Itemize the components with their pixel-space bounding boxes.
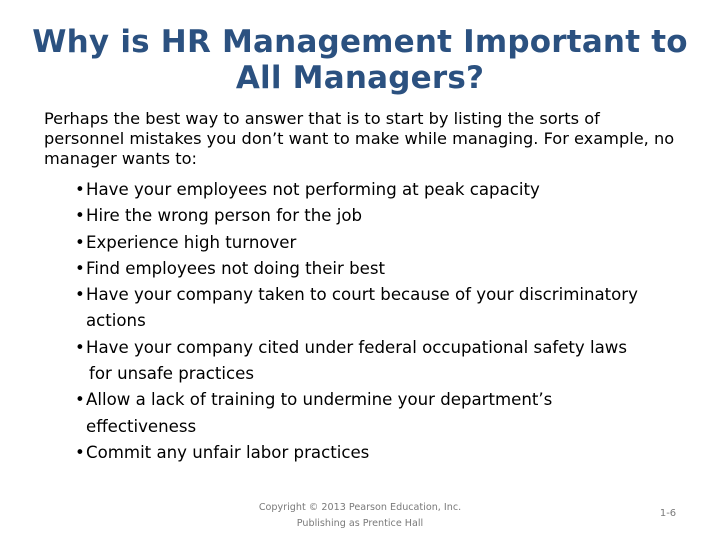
copyright-footer <box>240 500 480 532</box>
copyright-line-1: Copyright © 2013 Pearson Education, Inc. <box>258 502 462 513</box>
bullet-item <box>75 387 695 440</box>
bullet-marker: • <box>75 442 85 462</box>
bullet-text-continuation: for unsafe practices <box>89 364 255 384</box>
bullet-marker: • <box>75 180 85 199</box>
bullet-text: Have your employees not performing at peak capacity <box>86 180 540 199</box>
bullet-item <box>75 440 695 466</box>
bullet-marker: • <box>75 232 85 252</box>
intro-paragraph: Perhaps the best way to answer that is to start by listing the sorts of personnel mistakes you don’t want to make while managing. For example, no manager wants to: <box>44 109 675 168</box>
bullet-text: Have your company taken to court because of your discriminatory <box>86 285 638 305</box>
bullet-item <box>75 177 695 203</box>
bullet-item <box>75 335 695 388</box>
bullet-text: Experience high turnover <box>86 232 297 252</box>
bullet-marker: • <box>75 258 85 278</box>
bullet-list <box>75 177 695 466</box>
bullet-marker: • <box>75 337 85 357</box>
bullet-item <box>75 230 695 256</box>
bullet-text: Have your company cited under federal occupational safety laws <box>86 337 628 357</box>
bullet-item <box>75 256 695 282</box>
bullet-marker: • <box>75 285 85 305</box>
bullet-item <box>75 282 695 335</box>
bullet-text-continuation: actions <box>86 311 146 331</box>
page-number: 1-6 <box>659 508 677 519</box>
bullet-marker: • <box>75 206 85 226</box>
bullet-marker: • <box>75 390 85 410</box>
slide-title-line-2: All Managers? <box>235 60 485 96</box>
copyright-line-2: Publishing as Prentice Hall <box>296 518 424 529</box>
bullet-text: Hire the wrong person for the job <box>86 206 363 226</box>
bullet-text: Find employees not doing their best <box>86 258 386 278</box>
slide-title <box>30 24 690 96</box>
bullet-item <box>75 203 695 229</box>
slide-title-line-1: Why is HR Management Important to <box>32 24 688 60</box>
bullet-text-continuation: effectiveness <box>86 416 197 436</box>
bullet-text: Commit any unfair labor practices <box>86 442 370 462</box>
bullet-text: Allow a lack of training to undermine your department’s <box>86 390 553 410</box>
